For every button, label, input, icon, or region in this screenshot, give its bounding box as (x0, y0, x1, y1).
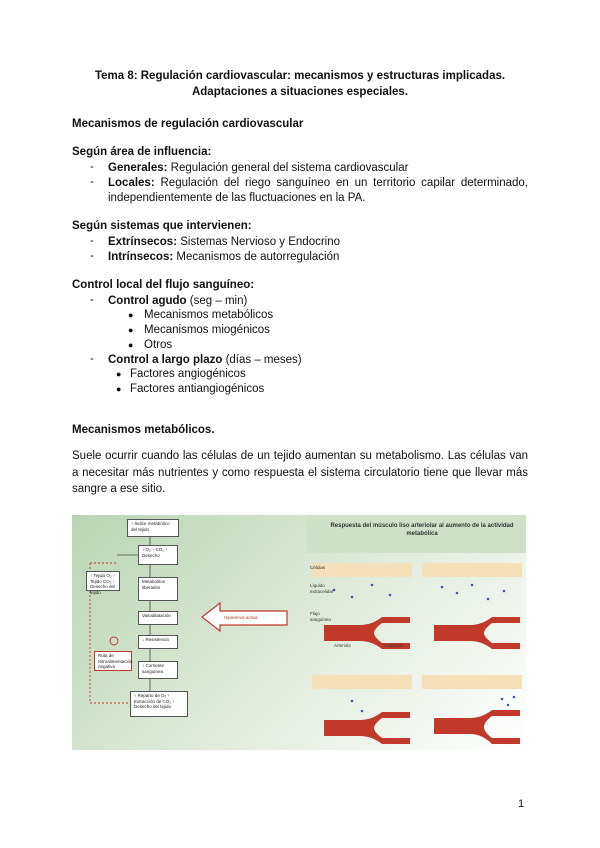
control-agudo (108, 294, 247, 309)
metabolite-dots (333, 584, 516, 713)
agudo-item: Mecanismos metabólicos (144, 309, 274, 321)
panel-label: Flujo sanguíneo (310, 611, 332, 622)
feedback-circle (110, 637, 118, 645)
side-box: ↑ Tejido O₂ ↑ Tejido CO₂ ↑ Desecho del tejido (86, 571, 120, 591)
text: Regulación del riego sanguíneo en un territorio capilar determinado, (160, 177, 528, 189)
flow-box: ↑ Índice metabólico del tejido (127, 519, 179, 537)
page-number: 1 (518, 798, 525, 810)
dash-marker: - (90, 353, 94, 365)
term: Generales: (108, 162, 168, 174)
flow-box: Vasodilatación (138, 611, 178, 625)
panel-label: Capilares (384, 643, 404, 648)
panel-label: Arteriola (334, 643, 351, 648)
section-heading: Mecanismos de regulación cardiovascular (72, 118, 304, 130)
bullet-icon: ● (128, 340, 134, 350)
bullet-icon: ● (128, 310, 134, 320)
metab-paragraph: Suele ocurrir cuando las células de un tejido aumentan su metabolismo. Las células van a necesitar más nutrientes y como respuesta el sistema circulatorio tiene que llevar más sangre a ese sitio. (72, 450, 528, 495)
dash-marker: - (90, 294, 94, 306)
term: Locales: (108, 177, 155, 189)
flow-box: Metabolitos liberados (138, 577, 178, 601)
text: Sistemas Nervioso y Endocrino (180, 236, 341, 248)
doc-title-line1: Tema 8: Regulación cardiovascular: mecanismos y estructuras implicadas. (94, 70, 506, 82)
figure-caption: Respuesta del músculo liso arteriolar al aumento de la actividad metabólica (330, 523, 514, 537)
metab-heading: Mecanismos metabólicos. (72, 424, 215, 436)
term: Extrínsecos: (108, 236, 178, 248)
term: Intrínsecos: (108, 251, 174, 263)
dash-marker: - (90, 250, 94, 262)
panel-label: Líquido extracelular (310, 583, 334, 594)
doc-title-line2: Adaptaciones a situaciones especiales. (191, 86, 409, 98)
agudo-item: Otros (144, 339, 173, 351)
term: Control agudo (108, 295, 187, 307)
flow-box: ↑ Corriente sanguínea (138, 661, 178, 679)
largo-item: Factores antiangiogénicos (130, 383, 265, 395)
text: (días – meses) (225, 354, 302, 366)
agudo-item: Mecanismos miogénicos (144, 324, 270, 336)
bullet-icon: ● (128, 325, 134, 335)
vessel-panels (312, 563, 522, 744)
sistemas-heading: Según sistemas que intervienen: (72, 220, 252, 232)
bullet-icon: ● (116, 384, 122, 394)
area-item-locales (108, 176, 528, 191)
control-largo (108, 353, 302, 368)
sistemas-item-extrinsecos (108, 235, 340, 250)
text: Regulación general del sistema cardiovascular (170, 162, 409, 174)
dash-marker: - (90, 176, 94, 188)
bullet-icon: ● (116, 369, 122, 379)
panel-label: Células (310, 565, 326, 570)
sistemas-item-intrinsecos (108, 250, 339, 265)
flow-box: ↑ Reparto de O₂ ↑ Extracción de CO₂ ↑ Desecho del tejido (130, 691, 188, 717)
text: (seg – min) (189, 295, 248, 307)
dash-marker: - (90, 235, 94, 247)
area-heading: Según área de influencia: (72, 146, 212, 158)
text: Mecanismos de autorregulación (176, 251, 340, 263)
term: Control a largo plazo (108, 354, 223, 366)
flow-box: ↑ O₂ ↑ CO₂ ↑ Desecho (138, 545, 178, 565)
largo-item: Factores angiogénicos (130, 368, 246, 380)
area-item-generales (108, 161, 408, 176)
metabolic-figure (72, 515, 526, 750)
dash-marker: - (90, 161, 94, 173)
control-heading: Control local del flujo sanguíneo: (72, 279, 255, 291)
area-item-locales-cont: independientemente de las fluctuaciones en la PA. (108, 192, 366, 204)
feedback-box: Ruta de retroalimentación negativa (94, 651, 132, 671)
flow-box: ↓ Resistencia (138, 635, 178, 649)
hiperemia-label: Hiperemia activa (224, 615, 258, 620)
